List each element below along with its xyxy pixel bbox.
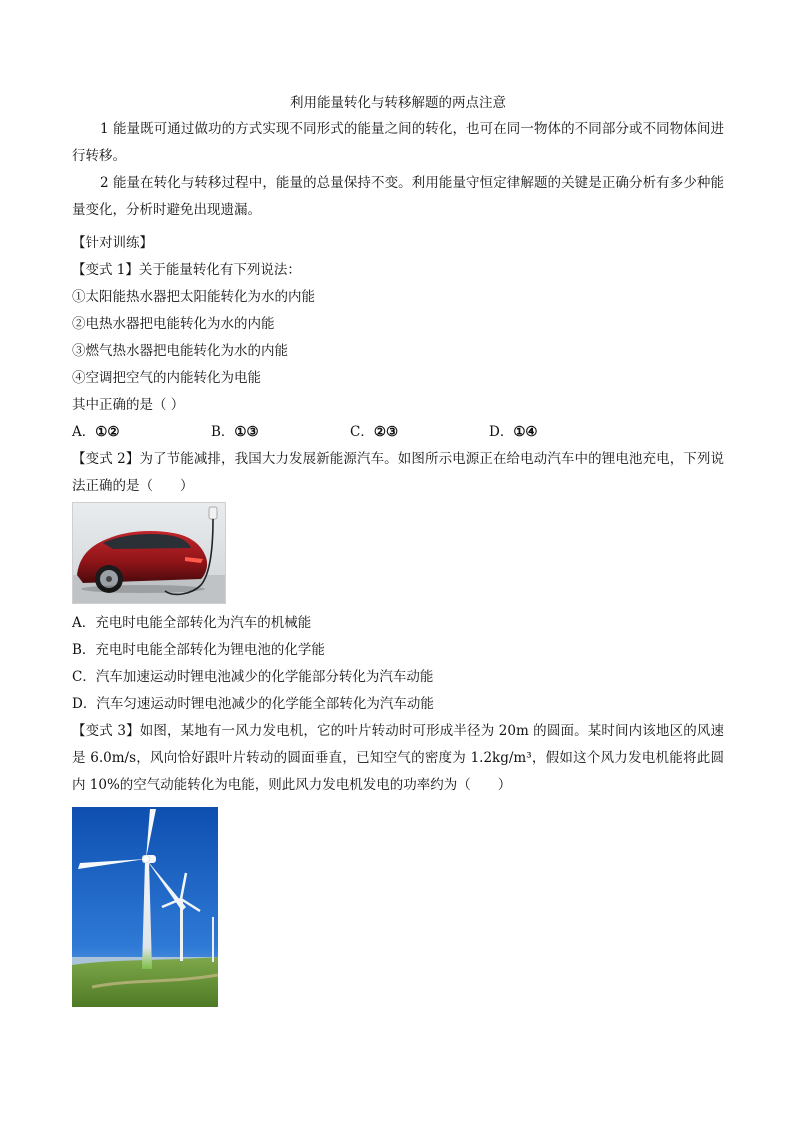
question-1-option-d[interactable]	[489, 419, 628, 446]
option-text: ①③	[234, 424, 259, 440]
question-1-ask: 其中正确的是（ ）	[72, 397, 185, 413]
question-1-option-c[interactable]	[350, 419, 489, 446]
car-illustration	[73, 503, 225, 603]
document-page	[72, 90, 724, 1007]
option-text: ①④	[513, 424, 538, 440]
option-text: ①②	[95, 424, 120, 440]
option-letter: A．	[72, 424, 96, 440]
wind-turbine-illustration	[72, 807, 218, 1007]
question-2-option-d[interactable]: D．汽车匀速运动时锂电池减少的化学能全部转化为汽车动能	[72, 696, 434, 712]
question-1-statement-4: ④空调把空气的内能转化为电能	[72, 370, 261, 386]
question-2	[72, 446, 724, 718]
note-paragraph-2: 2 能量在转化与转移过程中，能量的总量保持不变。利用能量守恒定律解题的关键是正确分析有多少种能量变化，分析时避免出现遗漏。	[72, 175, 724, 218]
question-1-statement-2: ②电热水器把电能转化为水的内能	[72, 316, 275, 332]
option-text: ②③	[373, 424, 399, 440]
question-2-stem: 【变式 2】为了节能减排，我国大力发展新能源汽车。如图所示电源正在给电动汽车中的锂电池充电，下列说法正确的是（ ）	[72, 451, 724, 494]
question-1-option-a[interactable]	[72, 419, 211, 446]
question-2-option-c[interactable]: C．汽车加速运动时锂电池减少的化学能部分转化为汽车动能	[72, 669, 434, 685]
section-heading: 【针对训练】	[72, 235, 153, 251]
option-letter: C．	[350, 424, 374, 440]
question-3-stem: 【变式 3】如图，某地有一风力发电机，它的叶片转动时可形成半径为 20m 的圆面。某时间内该地区的风速是 6.0m/s，风向恰好跟叶片转动的圆面垂直，已知空气的密度为 1.2kg/m³，假如这个风力发电机能将此圆内 10%的空气动能转化为电能，则此风力发电机发电的功率约为（ ）	[72, 723, 724, 793]
note-paragraph-1: 1 能量既可通过做功的方式实现不同形式的能量之间的转化，也可在同一物体的不同部分或不同物体间进行转移。	[72, 121, 724, 164]
electric-car-charging-photo	[72, 502, 226, 604]
question-1-statement-1: ①太阳能热水器把太阳能转化为水的内能	[72, 289, 315, 305]
option-letter: B．	[211, 424, 235, 440]
page-title: 利用能量转化与转移解题的两点注意	[290, 95, 506, 111]
question-3	[72, 718, 724, 1007]
question-1-statement-3: ③燃气热水器把电能转化为水的内能	[72, 343, 288, 359]
question-1	[72, 257, 724, 446]
question-1-options	[72, 419, 724, 446]
option-letter: D．	[489, 424, 514, 440]
question-2-option-b[interactable]: B．充电时电能全部转化为锂电池的化学能	[72, 642, 325, 658]
wind-turbine-photo	[72, 807, 218, 1007]
question-1-option-b[interactable]	[211, 419, 350, 446]
question-2-option-a[interactable]: A．充电时电能全部转化为汽车的机械能	[72, 615, 312, 631]
question-1-stem: 【变式 1】关于能量转化有下列说法：	[72, 262, 301, 278]
